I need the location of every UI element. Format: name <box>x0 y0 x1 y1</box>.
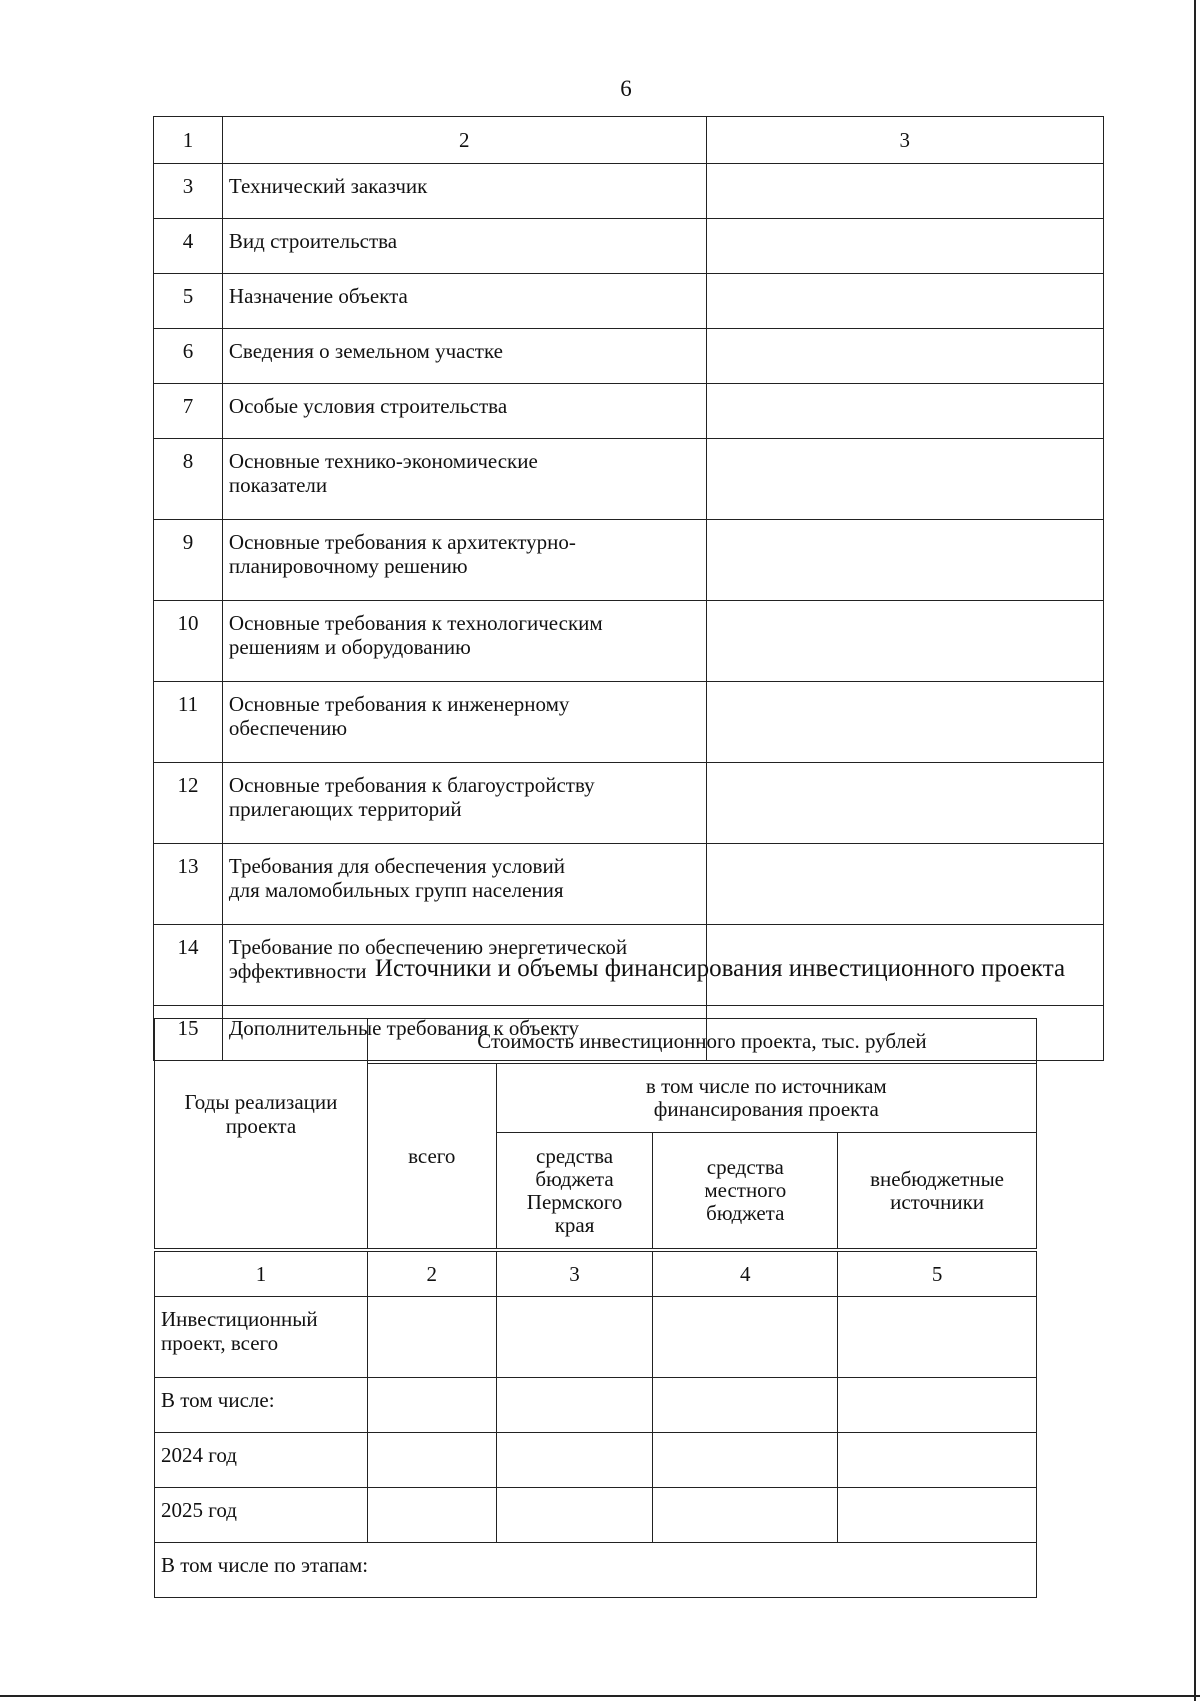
row-number: 11 <box>154 682 223 763</box>
row-label <box>222 439 706 520</box>
header-line: проекта <box>225 1113 297 1138</box>
row-value-cell <box>706 763 1104 844</box>
row-label-line: проект, всего <box>161 1331 279 1355</box>
table-cell <box>496 1433 653 1488</box>
row-label: 2025 год <box>155 1488 368 1543</box>
project-parameters-table <box>153 116 1104 1061</box>
table-cell <box>838 1378 1037 1433</box>
column-number-3: 3 <box>496 1250 653 1297</box>
table-header-row <box>154 117 1104 164</box>
row-value-cell <box>706 219 1104 274</box>
table-row <box>155 1488 1037 1543</box>
row-number: 9 <box>154 520 223 601</box>
row-number: 4 <box>154 219 223 274</box>
column-number-4: 4 <box>653 1250 838 1297</box>
row-value-cell <box>706 274 1104 329</box>
row-number: 7 <box>154 384 223 439</box>
table-row <box>155 1297 1037 1378</box>
row-label-line: Основные требования к технологическим <box>228 611 603 635</box>
table-cell <box>367 1488 496 1543</box>
header-line: бюджета <box>535 1166 614 1191</box>
row-number: 3 <box>154 164 223 219</box>
header-line: Пермского <box>526 1189 623 1214</box>
header-line: средства <box>536 1143 614 1168</box>
row-label-line: планировочному решению <box>228 554 468 578</box>
table-cell <box>496 1378 653 1433</box>
header-line: внебюджетные <box>870 1166 1005 1191</box>
row-label <box>222 763 706 844</box>
header-line: края <box>554 1212 595 1237</box>
column-number-1: 1 <box>154 117 223 164</box>
table-row <box>154 164 1104 219</box>
row-value-cell <box>706 384 1104 439</box>
table-cell <box>367 1433 496 1488</box>
header-line: финансирования проекта <box>653 1097 879 1121</box>
table-row <box>154 520 1104 601</box>
row-label-line: прилегающих территорий <box>228 797 462 821</box>
header-line: средства <box>706 1155 784 1179</box>
row-label-line: Основные технико-экономические <box>228 449 538 473</box>
row-number: 8 <box>154 439 223 520</box>
extrabudgetary-header <box>838 1133 1037 1251</box>
table-cell <box>496 1297 653 1378</box>
table-cell <box>367 1297 496 1378</box>
row-label: Особые условия строительства <box>222 384 706 439</box>
row-number: 14 <box>154 925 223 1006</box>
page-border-right <box>1194 0 1196 1701</box>
column-numbers-row <box>155 1250 1037 1297</box>
column-number-2: 2 <box>367 1250 496 1297</box>
table-row <box>154 219 1104 274</box>
table-row <box>154 601 1104 682</box>
row-label: 2024 год <box>155 1433 368 1488</box>
row-label-line: Инвестиционный <box>161 1307 318 1331</box>
column-number-3: 3 <box>706 117 1104 164</box>
row-label-line: Требования для обеспечения условий <box>228 854 565 878</box>
row-number: 15 <box>154 1006 223 1061</box>
row-label-line: решениям и оборудованию <box>228 635 471 659</box>
row-label: Сведения о земельном участке <box>222 329 706 384</box>
table-row <box>154 384 1104 439</box>
table-cell <box>367 1378 496 1433</box>
row-value-cell <box>706 329 1104 384</box>
row-label <box>222 520 706 601</box>
table-row <box>154 844 1104 925</box>
row-value-cell <box>706 520 1104 601</box>
row-label: В том числе: <box>155 1378 368 1433</box>
row-label: Дополнительные требования к объекту <box>222 1006 706 1061</box>
row-number: 13 <box>154 844 223 925</box>
page-border-bottom <box>0 1695 1200 1697</box>
table-cell <box>653 1378 838 1433</box>
row-value-cell <box>706 439 1104 520</box>
table-cell <box>838 1433 1037 1488</box>
by-sources-header <box>496 1064 1036 1133</box>
financing-table <box>154 1018 1037 1598</box>
row-label-line: для маломобильных групп населения <box>228 878 564 902</box>
header-line: Годы реализации <box>184 1089 338 1114</box>
table-cell <box>653 1488 838 1543</box>
column-number-1: 1 <box>155 1250 368 1297</box>
row-label-line: Основные требования к архитектурно- <box>228 530 576 554</box>
row-label <box>222 844 706 925</box>
row-label-line: показатели <box>228 473 328 497</box>
cost-header: Стоимость инвестиционного проекта, тыс. рублей <box>367 1019 1036 1064</box>
row-label-line: обеспечению <box>228 716 348 740</box>
row-number: 5 <box>154 274 223 329</box>
table-cell <box>653 1433 838 1488</box>
page-number: 6 <box>620 76 632 101</box>
column-number-5: 5 <box>838 1250 1037 1297</box>
table-cell <box>838 1488 1037 1543</box>
row-label <box>222 682 706 763</box>
table-header-row <box>155 1019 1037 1064</box>
table-row <box>154 682 1104 763</box>
row-number: 12 <box>154 763 223 844</box>
table-row <box>155 1543 1037 1598</box>
row-label-line: Основные требования к инженерному <box>228 692 570 716</box>
row-label-line: Основные требования к благоустройству <box>228 773 595 797</box>
local-budget-header <box>653 1133 838 1251</box>
row-value-cell <box>706 164 1104 219</box>
column-number-2: 2 <box>222 117 706 164</box>
section-title: Источники и объемы финансирования инвестиционного проекта <box>374 955 1066 982</box>
row-label: Назначение объекта <box>222 274 706 329</box>
row-label-line: Требование по обеспечению энергетической <box>228 935 628 959</box>
row-value-cell <box>706 601 1104 682</box>
row-number: 6 <box>154 329 223 384</box>
total-column-header: всего <box>367 1064 496 1251</box>
header-line: бюджета <box>706 1201 785 1225</box>
row-label: Вид строительства <box>222 219 706 274</box>
table-row <box>155 1378 1037 1433</box>
table-row <box>154 274 1104 329</box>
perm-budget-header <box>496 1133 653 1251</box>
header-line: источники <box>890 1189 985 1214</box>
header-line: в том числе по источникам <box>645 1074 887 1098</box>
table-cell <box>653 1297 838 1378</box>
header-line: местного <box>704 1178 787 1202</box>
row-label: Технический заказчик <box>222 164 706 219</box>
row-number: 10 <box>154 601 223 682</box>
table-cell <box>496 1488 653 1543</box>
years-column-header <box>155 1019 368 1251</box>
row-value-cell <box>706 844 1104 925</box>
table-row <box>154 763 1104 844</box>
table-cell <box>838 1297 1037 1378</box>
row-label <box>155 1297 368 1378</box>
table-row <box>154 439 1104 520</box>
row-label <box>222 601 706 682</box>
row-label-line: эффективности <box>228 959 367 983</box>
table-row <box>155 1433 1037 1488</box>
row-label: В том числе по этапам: <box>155 1543 1037 1598</box>
table-row <box>154 329 1104 384</box>
row-value-cell <box>706 682 1104 763</box>
